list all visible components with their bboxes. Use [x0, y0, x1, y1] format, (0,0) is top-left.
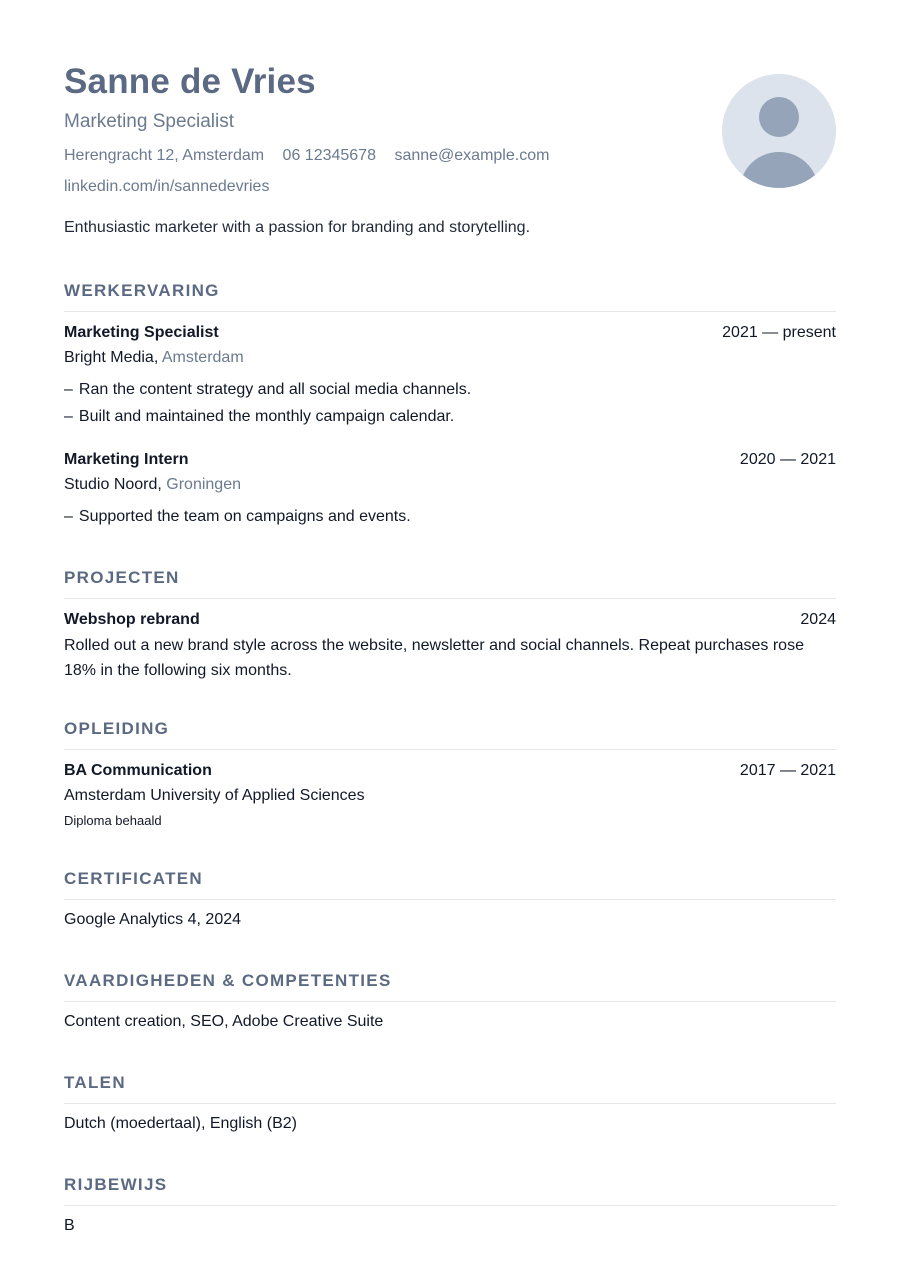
- section-heading: OPLEIDING: [64, 719, 836, 750]
- skills-section: [64, 971, 836, 1031]
- entry-dates: 2017 — 2021: [739, 762, 836, 779]
- contact-line: [64, 147, 563, 165]
- section-heading: CERTIFICATEN: [64, 869, 836, 900]
- job-title: Marketing Specialist: [64, 111, 235, 132]
- company-location: Amsterdam: [161, 349, 244, 366]
- entry-dates: 2024: [800, 611, 836, 628]
- project-entry: [64, 611, 836, 683]
- diploma-note: Diploma behaald: [64, 813, 162, 828]
- entry-dates: 2021 — present: [722, 324, 836, 341]
- linkedin-text: linkedin.com/in/sannedevries: [64, 178, 270, 195]
- education-section: [64, 719, 836, 828]
- list-item: – Ran the content strategy and all social media channels.: [64, 381, 472, 398]
- company-name: Bright Media: [64, 349, 154, 366]
- project-description: Rolled out a new brand style across the website, newsletter and social channels. Repeat purchases rose 18% in the following six months.: [64, 637, 804, 679]
- certificates-text: Google Analytics 4, 2024: [64, 911, 242, 928]
- school-name: Amsterdam University of Applied Sciences: [64, 787, 365, 804]
- languages-text: Dutch (moedertaal), English (B2): [64, 1115, 297, 1132]
- experience-entry: [64, 324, 836, 430]
- entry-title: Marketing Intern: [64, 451, 189, 468]
- section-heading: RIJBEWIJS: [64, 1175, 836, 1206]
- experience-entry: [64, 451, 836, 530]
- entry-title: Marketing Specialist: [64, 324, 219, 341]
- candidate-name: Sanne de Vries: [64, 62, 316, 101]
- email-text: sanne@example.com: [394, 147, 550, 164]
- company-location: Groningen: [166, 476, 241, 493]
- resume-header: [64, 0, 836, 200]
- section-heading: TALEN: [64, 1073, 836, 1104]
- projects-section: [64, 568, 836, 683]
- company-name: Studio Noord: [64, 476, 158, 493]
- company-separator: ,: [157, 476, 167, 493]
- skills-text: Content creation, SEO, Adobe Creative Suite: [64, 1013, 384, 1030]
- section-heading: VAARDIGHEDEN & COMPETENTIES: [64, 971, 836, 1002]
- entry-dates: 2020 — 2021: [739, 451, 836, 468]
- languages-section: [64, 1073, 836, 1133]
- profile-summary: Enthusiastic marketer with a passion for branding and storytelling.: [64, 219, 531, 236]
- section-heading: PROJECTEN: [64, 568, 836, 599]
- list-item: – Built and maintained the monthly campaign calendar.: [64, 408, 455, 425]
- phone-text: 06 12345678: [282, 147, 376, 164]
- entry-title: Webshop rebrand: [64, 611, 200, 628]
- experience-section: [64, 281, 836, 530]
- license-text: B: [64, 1217, 75, 1234]
- person-placeholder-icon: [722, 74, 836, 188]
- company-separator: ,: [153, 349, 162, 366]
- address-text: Herengracht 12, Amsterdam: [64, 147, 265, 164]
- entry-title: BA Communication: [64, 762, 212, 779]
- avatar: [722, 74, 836, 188]
- education-entry: [64, 762, 836, 828]
- license-section: [64, 1175, 836, 1235]
- list-item: – Supported the team on campaigns and events.: [64, 508, 411, 525]
- section-heading: WERKERVARING: [64, 281, 836, 312]
- certificates-section: [64, 869, 836, 929]
